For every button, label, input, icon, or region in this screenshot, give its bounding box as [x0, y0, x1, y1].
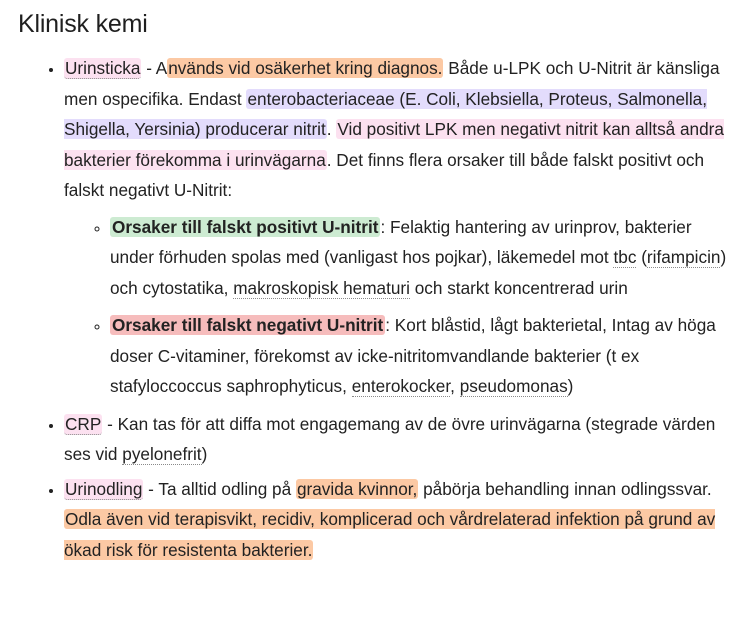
false-positive-text-1: : Felaktig hantering av urinprov, bakterier under förhuden spolas med (vanligast hos pojkar), läkemedel mot: [110, 216, 692, 267]
nitrit-causes-list: [64, 212, 728, 402]
link-enterokocker[interactable]: enterokocker: [351, 376, 451, 396]
false-negative-text-1: : Kort blåstid, lågt bakterietal, Intag av höga doser C-vitaminer, förekomst av icke-nitritomvandlande bakterier (t ex stafyloccoccus saphrophyticus,: [110, 315, 716, 396]
crp-text-2: ): [201, 444, 208, 464]
urinsticka-text-2: .: [326, 119, 337, 139]
list-item-crp: [64, 409, 728, 470]
crp-term[interactable]: CRP: [65, 413, 102, 434]
list-item-false-negative: [110, 310, 728, 402]
urinsticka-sep: - A: [141, 58, 168, 78]
false-positive-text-4: och starkt koncentrerad urin: [409, 277, 628, 298]
urinsticka-text-3: . Det finns flera orsaker till både falskt positivt och falskt negativt U-Nitrit:: [64, 149, 705, 200]
urinodling-term[interactable]: Urinodling: [65, 478, 143, 499]
false-negative-label: Orsaker till falskt negativt U-nitrit: [112, 315, 384, 335]
list-item-false-positive: [110, 212, 728, 304]
urinodling-highlight-gravida: gravida kvinnor,: [296, 478, 418, 499]
false-positive-text-3: ) och cytostatika,: [110, 247, 727, 298]
urinodling-highlight-resistens: Odla även vid terapisvikt, recidiv, komplicerad och vårdrelaterad infektion på grund av ökad risk för resistenta bakterier.: [64, 509, 716, 560]
false-positive-text-2: (: [636, 247, 647, 267]
link-tbc[interactable]: tbc: [613, 247, 637, 267]
urinodling-text-1: - Ta alltid odling på: [143, 478, 296, 499]
link-rifampicin[interactable]: rifampicin: [646, 247, 721, 267]
crp-text-1: - Kan tas för att diffa mot engagemang av de övre urinvägarna (stegrade värden ses vid: [64, 413, 716, 464]
urinsticka-term[interactable]: Urinsticka: [65, 58, 141, 78]
false-positive-label: Orsaker till falskt positivt U-nitrit: [112, 216, 379, 237]
link-pseudomonas[interactable]: pseudomonas: [459, 376, 568, 396]
false-negative-text-2: ,: [450, 376, 460, 396]
false-negative-text-3: ): [567, 376, 574, 396]
link-makroskopisk-hematuri[interactable]: makroskopisk hematuri: [233, 277, 410, 298]
urinsticka-highlight-diagnosis: nvänds vid osäkerhet kring diagnos.: [168, 58, 443, 78]
list-item-urinsticka: [64, 53, 728, 402]
link-pyelonefrit[interactable]: pyelonefrit: [122, 444, 202, 464]
urinsticka-text-1: Både u-LPK och U-Nitrit är känsliga men ospecifika. Endast: [64, 58, 720, 109]
urinsticka-highlight-lpk: Vid positivt LPK men negativt nitrit kan alltså andra bakterier förekomma i urinvägarna: [64, 119, 724, 170]
urinodling-text-2: påbörja behandling innan odlingssvar.: [418, 478, 712, 499]
urinsticka-highlight-bacteria: enterobacteriaceae (E. Coli, Klebsiella, Proteus, Salmonella, Shigella, Yersinia) producerar nitrit: [64, 88, 708, 139]
main-list: [18, 53, 728, 565]
list-item-urinodling: [64, 474, 728, 566]
section-heading: Klinisk kemi: [18, 10, 148, 38]
